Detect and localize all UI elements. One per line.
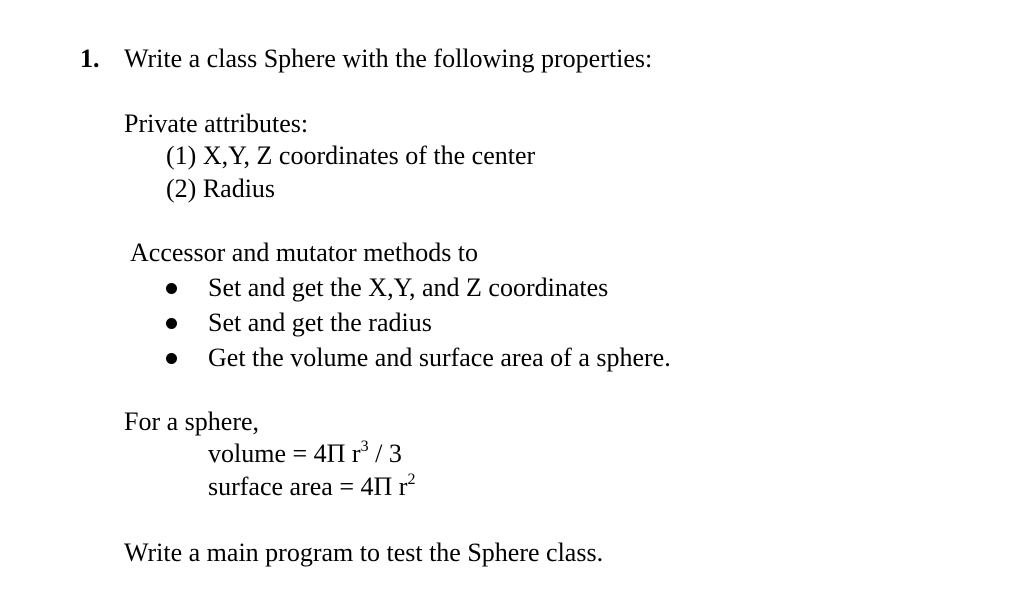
surface-area-exponent: 2 bbox=[407, 471, 416, 488]
bullet-icon bbox=[166, 353, 177, 364]
bullet-text: Set and get the X,Y, and Z coordinates bbox=[208, 273, 609, 302]
volume-formula-suffix: / 3 bbox=[368, 439, 402, 468]
bullet-text: Set and get the radius bbox=[208, 308, 432, 337]
private-attributes-heading: Private attributes: bbox=[124, 109, 309, 138]
question-title: Write a class Sphere with the following properties: bbox=[124, 44, 653, 73]
attribute-item: (1) X,Y, Z coordinates of the center bbox=[166, 141, 536, 170]
volume-formula bbox=[208, 438, 402, 468]
surface-area-formula-text: surface area = 4Π r bbox=[208, 472, 408, 501]
bullet-icon bbox=[166, 318, 177, 329]
volume-formula-text: volume = 4Π r bbox=[208, 439, 361, 468]
closing-instruction: Write a main program to test the Sphere class. bbox=[124, 538, 604, 567]
question-number: 1. bbox=[80, 44, 100, 73]
attribute-item: (2) Radius bbox=[166, 174, 276, 203]
methods-heading: Accessor and mutator methods to bbox=[130, 238, 479, 267]
volume-exponent: 3 bbox=[360, 438, 369, 455]
surface-area-formula bbox=[208, 471, 416, 501]
bullet-text: Get the volume and surface area of a sphere. bbox=[208, 343, 671, 372]
formulas-heading: For a sphere, bbox=[124, 407, 260, 436]
bullet-icon bbox=[166, 283, 177, 294]
